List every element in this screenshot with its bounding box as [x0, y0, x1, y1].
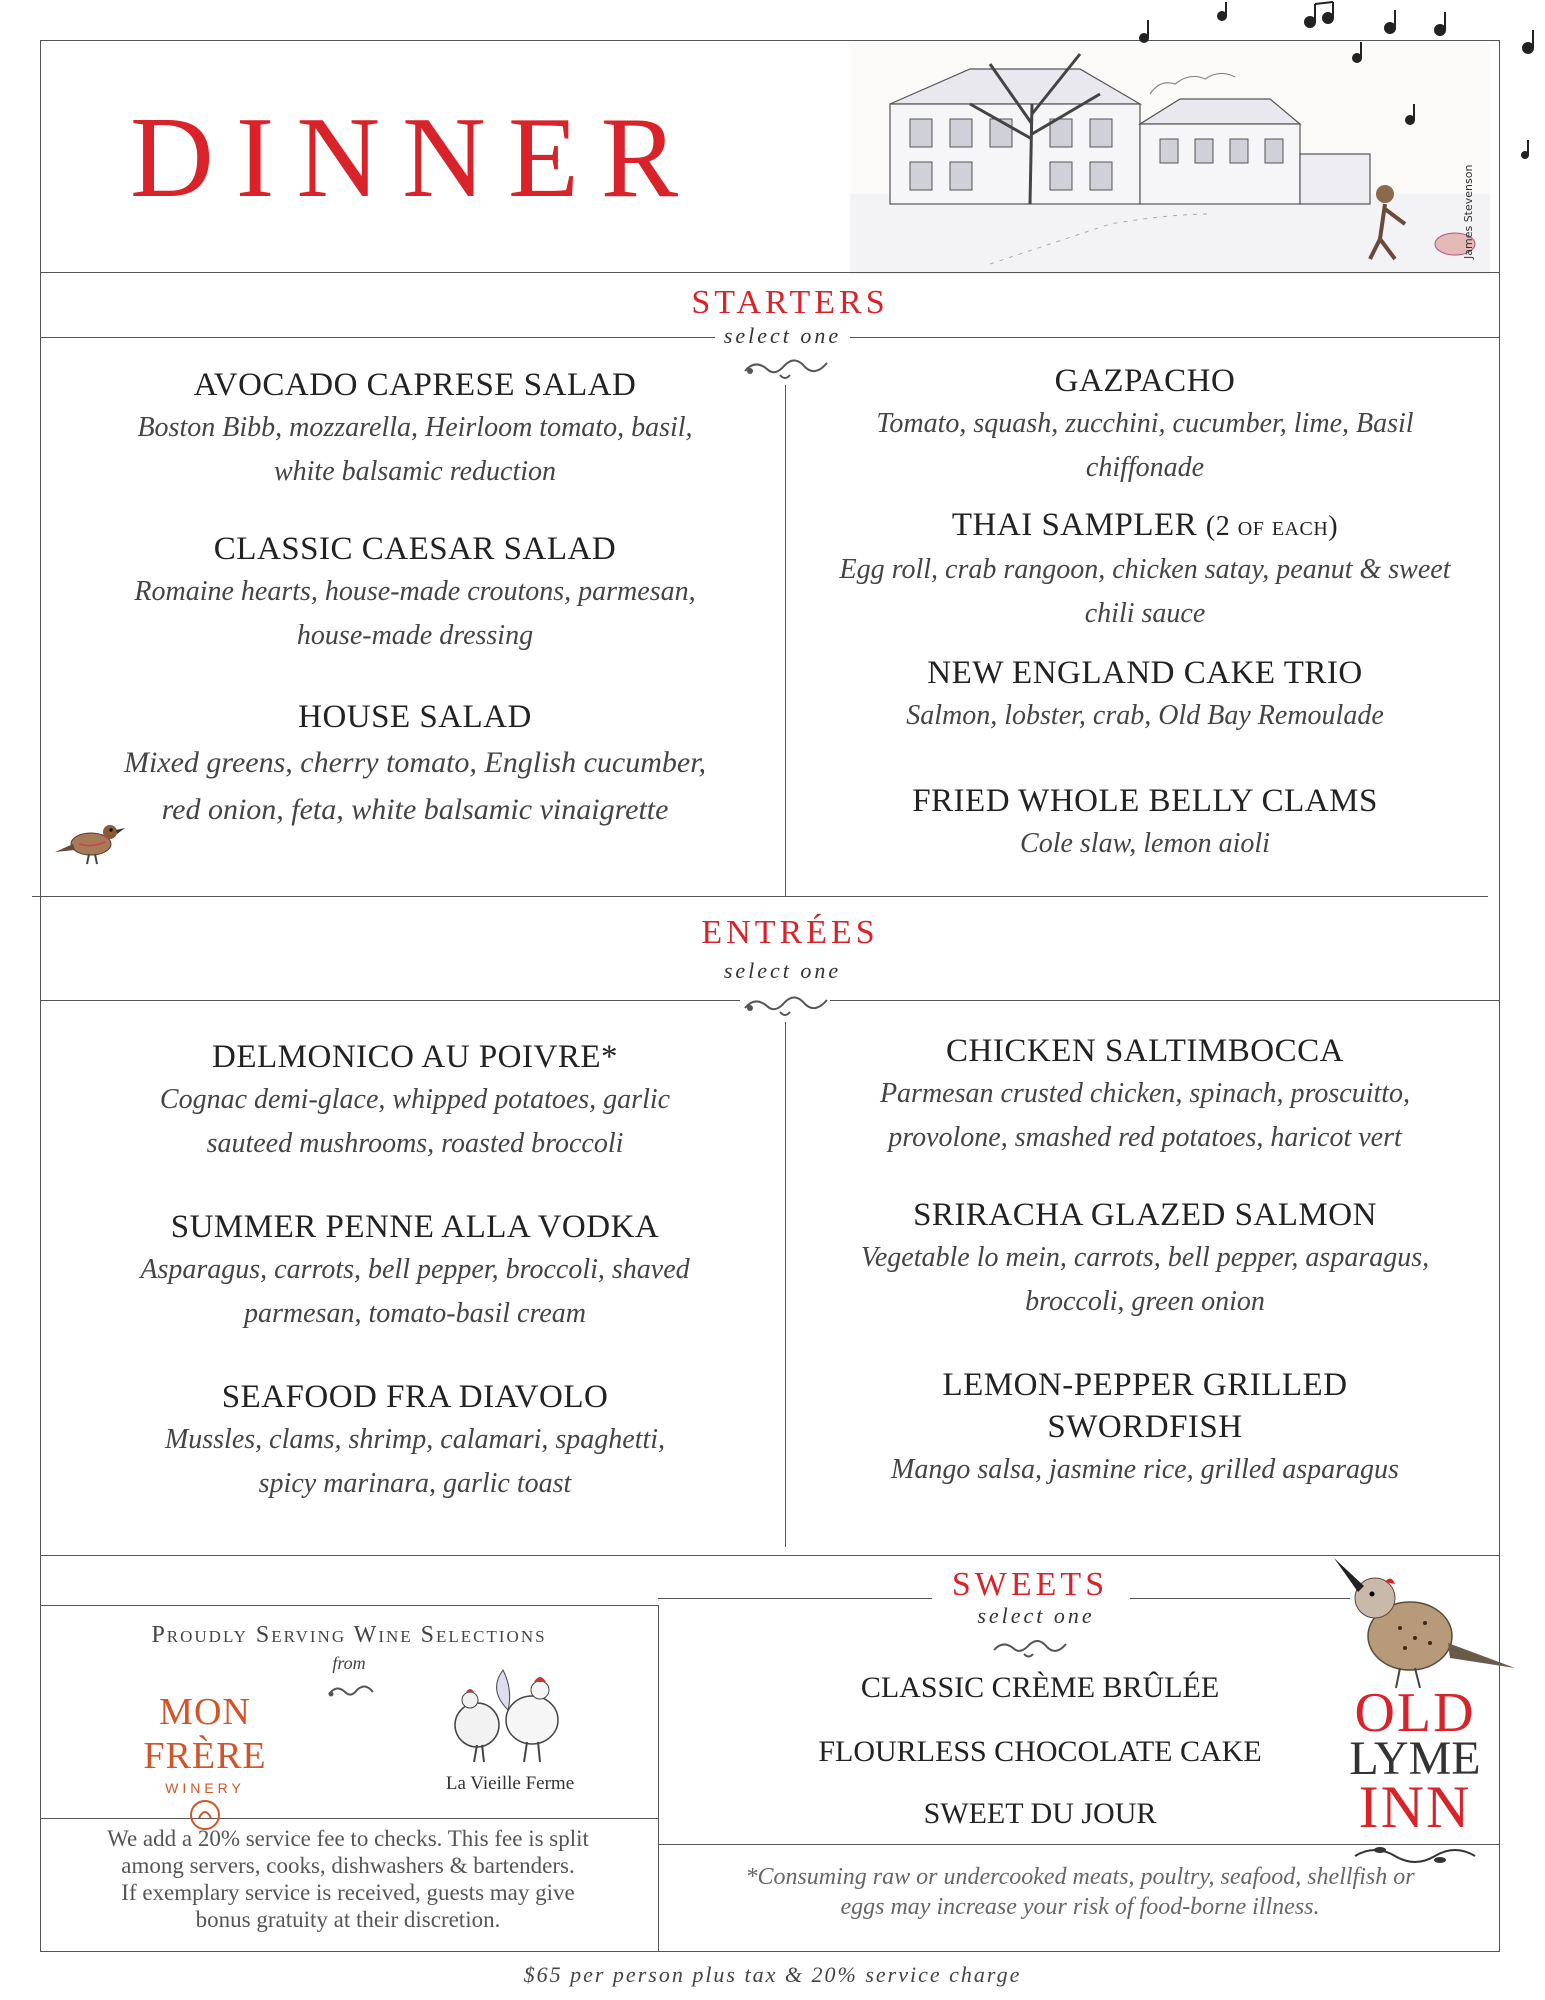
menu-item	[60, 1036, 770, 1166]
mon-frere-winery: WINERY	[165, 1780, 245, 1796]
flicker-bird-illustration	[1330, 1548, 1520, 1698]
service-note-line: If exemplary service is received, guests may give	[121, 1880, 575, 1905]
entrees-subheading: select one	[715, 958, 850, 984]
item-description: Cognac demi-glace, whipped potatoes, garlic	[159, 1084, 671, 1115]
sweets-flourish	[990, 1634, 1070, 1662]
roosters-illustration	[432, 1660, 582, 1770]
warning-line: *Consuming raw or undercooked meats, poultry, seafood, shellfish or	[745, 1864, 1415, 1890]
item-name: GAZPACHO	[1054, 363, 1236, 399]
menu-item	[800, 780, 1490, 866]
item-name: LEMON-PEPPER GRILLED	[942, 1367, 1348, 1403]
item-name: AVOCADO CAPRESE SALAD	[193, 367, 637, 403]
sweets-heading: SWEETS	[951, 1566, 1109, 1603]
menu-item	[60, 1206, 770, 1336]
entrees-column-divider	[785, 1022, 786, 1547]
menu-item	[800, 1364, 1490, 1492]
wine-flourish	[325, 1682, 385, 1704]
sweet-item: FLOURLESS CHOCOLATE CAKE	[818, 1735, 1262, 1768]
item-description: house-made dressing	[296, 620, 534, 651]
starters-heading: STARTERS	[691, 284, 889, 321]
mon-frere-name: MON FRÈRE	[143, 1691, 267, 1777]
sweet-item: CLASSIC CRÈME BRÛLÉE	[860, 1671, 1220, 1704]
starters-rule-right	[850, 337, 1500, 338]
menu-item	[60, 364, 770, 494]
starters-entrees-divider	[32, 896, 1488, 897]
item-description: Cole slaw, lemon aioli	[1020, 828, 1270, 859]
small-bird-illustration	[55, 808, 125, 868]
menu-item	[60, 528, 770, 658]
menu-item	[60, 1376, 770, 1506]
artist-signature: James Stevenson	[1462, 164, 1475, 259]
price-line: $65 per person plus tax & 20% service charge	[523, 1962, 1022, 1987]
item-description: Mixed greens, cherry tomato, English cucumber,	[123, 746, 707, 779]
starters-column-divider	[785, 385, 786, 897]
sweets-list	[700, 1660, 1380, 1840]
entrees-right-column	[800, 1030, 1490, 1530]
item-name: SRIRACHA GLAZED SALMON	[913, 1197, 1377, 1233]
menu-item	[800, 360, 1490, 490]
item-description: parmesan, tomato-basil cream	[244, 1298, 586, 1329]
page-title: DINNER	[130, 94, 701, 222]
la-vieille-ferme-label: La Vieille Ferme	[445, 1773, 575, 1794]
sweets-rule-left	[658, 1598, 932, 1599]
item-description: Mussles, clams, shrimp, calamari, spaghetti,	[164, 1424, 666, 1455]
music-notes-decoration	[1130, 0, 1545, 170]
item-name-suffix: (2 of each)	[1205, 511, 1339, 542]
entrees-flourish	[740, 990, 830, 1022]
menu-item	[60, 696, 770, 832]
wine-box-top	[40, 1605, 658, 1606]
item-name: FRIED WHOLE BELLY CLAMS	[912, 783, 1378, 819]
entrees-heading: ENTRÉES	[701, 914, 879, 951]
entrees-bottom-divider	[40, 1555, 1500, 1556]
entrees-left-column	[60, 1036, 770, 1536]
item-name: HOUSE SALAD	[298, 699, 532, 735]
menu-item	[800, 1030, 1490, 1160]
item-description: chili sauce	[1084, 598, 1206, 629]
service-note-line: We add a 20% service fee to checks. This fee is split	[107, 1826, 589, 1851]
service-fee-note	[48, 1825, 648, 1933]
item-description: broccoli, green onion	[1025, 1286, 1265, 1317]
sweet-item: SWEET DU JOUR	[923, 1797, 1157, 1830]
item-description: Tomato, squash, zucchini, cucumber, lime, Basil	[876, 408, 1414, 439]
starters-left-column	[60, 360, 770, 880]
item-name: DELMONICO AU POIVRE*	[212, 1039, 618, 1075]
item-description: white balsamic reduction	[273, 456, 557, 487]
food-safety-warning	[670, 1862, 1490, 1922]
item-name: SWORDFISH	[1047, 1409, 1243, 1445]
header-divider	[40, 272, 1500, 273]
item-description: Parmesan crusted chicken, spinach, proscuitto,	[879, 1078, 1411, 1109]
item-name: SUMMER PENNE ALLA VODKA	[170, 1209, 660, 1245]
item-description: Salmon, lobster, crab, Old Bay Remoulade	[906, 700, 1384, 731]
item-description: Boston Bibb, mozzarella, Heirloom tomato, basil,	[137, 412, 693, 443]
item-description: sauteed mushrooms, roasted broccoli	[206, 1128, 624, 1159]
starters-rule-left	[40, 337, 715, 338]
item-description: red onion, feta, white balsamic vinaigrette	[161, 793, 669, 826]
menu-item	[800, 1194, 1490, 1324]
logo-line: INN	[1358, 1774, 1472, 1840]
bottom-column-divider	[658, 1605, 659, 1952]
wine-heading: Proudly Serving Wine Selections	[151, 1622, 547, 1648]
old-lyme-inn-logo	[1335, 1682, 1495, 1840]
item-description: chiffonade	[1085, 452, 1205, 483]
item-name: CHICKEN SALTIMBOCCA	[946, 1033, 1344, 1069]
menu-item	[800, 504, 1490, 636]
starters-right-column	[800, 360, 1490, 880]
starters-subheading: select one	[715, 323, 850, 349]
item-description: Romaine hearts, house-made croutons, parmesan,	[134, 576, 696, 607]
service-note-line: bonus gratuity at their discretion.	[195, 1907, 501, 1932]
service-note-line: among servers, cooks, dishwashers & bartenders.	[121, 1853, 575, 1878]
warning-line: eggs may increase your risk of food-borne illness.	[840, 1894, 1320, 1920]
warning-divider	[658, 1844, 1500, 1845]
item-name: NEW ENGLAND CAKE TRIO	[927, 655, 1363, 691]
item-name-main: THAI SAMPLER	[951, 507, 1198, 543]
item-description: Asparagus, carrots, bell pepper, broccoli, shaved	[140, 1254, 690, 1285]
item-description: spicy marinara, garlic toast	[258, 1468, 572, 1499]
item-description: Vegetable lo mein, carrots, bell pepper, asparagus,	[860, 1242, 1430, 1273]
sweets-subheading: select one	[960, 1603, 1112, 1629]
item-name: SEAFOOD FRA DIAVOLO	[221, 1379, 609, 1415]
logo-line: LYME	[1349, 1732, 1481, 1785]
logo-line: OLD	[1354, 1682, 1476, 1744]
item-name	[800, 504, 1490, 548]
wine-from-label: from	[332, 1653, 366, 1673]
item-description: Egg roll, crab rangoon, chicken satay, peanut & sweet	[839, 554, 1451, 585]
item-description: Mango salsa, jasmine rice, grilled asparagus	[891, 1454, 1399, 1485]
mon-frere-logo	[115, 1690, 295, 1836]
menu-item	[800, 652, 1490, 738]
sweets-rule-right	[1130, 1598, 1350, 1599]
item-name: CLASSIC CAESAR SALAD	[213, 531, 617, 567]
item-description: provolone, smashed red potatoes, haricot vert	[888, 1122, 1402, 1153]
